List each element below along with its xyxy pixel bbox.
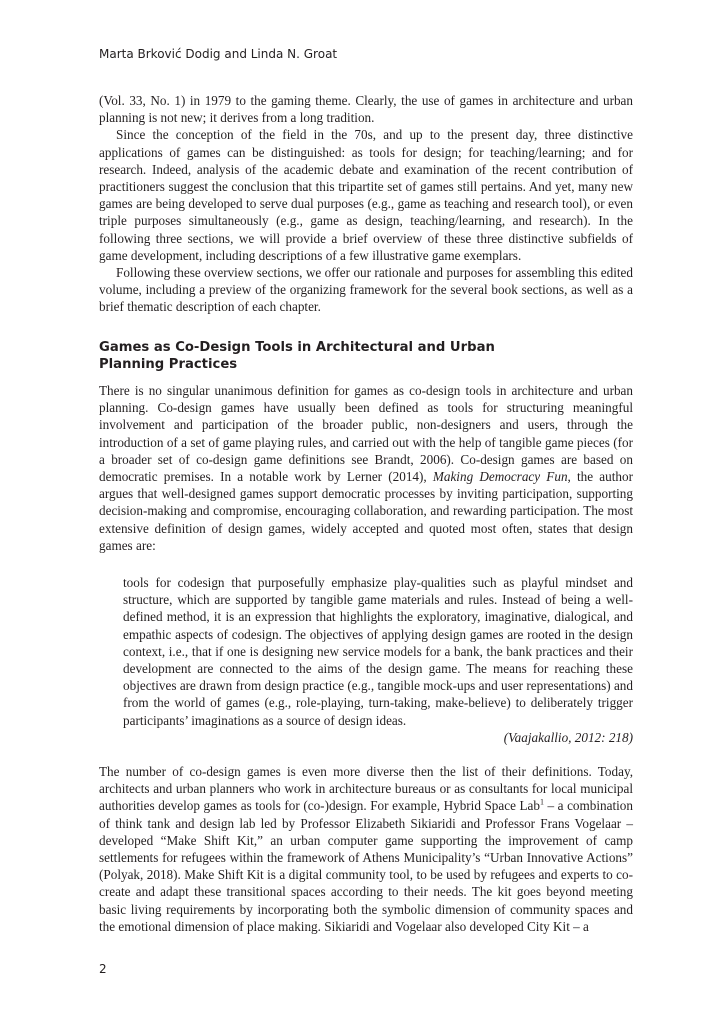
text-run: The number of co-design games is even more diverse then the list of their definitions. Today, architects and urban planners who work in architecture bureaus or as consultants for local municipal authorities develop games as tools for (co-)design. For example, Hybrid Space Lab xyxy=(99,764,633,814)
footnote-marker: 1 xyxy=(540,798,545,808)
page-number: 2 xyxy=(99,962,107,976)
paragraph xyxy=(99,382,633,554)
paragraph xyxy=(99,763,633,935)
section-heading-line: Planning Practices xyxy=(99,357,238,372)
paragraph: Since the conception of the field in the 70s, and up to the present day, three distinctive applications of games can be distinguished: as tools for design; for teaching/learning; and for research. Indeed, analysis of the academic debate and examination of the recent contribution of practitioners suggest the conclusion that this tripartite set of games still pertains. And yet, many new games are being developed to serve dual purposes (e.g., game as teaching and research tool), or even triple purposes simultaneously (e.g., game as design, teaching/learning, and research). In the following three sections, we will provide a brief overview of these three distinctive subfields of game development, including descriptions of a few illustrative game exemplars. xyxy=(99,127,633,263)
running-head: Marta Brković Dodig and Linda N. Groat xyxy=(99,47,338,61)
text-run: , the author argues that well-designed games support democratic processes by inviting participation, supporting decision-making and compromise, encouraging collaboration, and rewarding participation. The most extensive definition of design games, widely accepted and quoted most often, states that design games are: xyxy=(99,469,633,553)
intro-text xyxy=(99,92,633,316)
paragraph: (Vol. 33, No. 1) in 1979 to the gaming theme. Clearly, the use of games in architecture and urban planning is not new; it derives from a long tradition. xyxy=(99,93,633,126)
paragraph: Following these overview sections, we offer our rationale and purposes for assembling this edited volume, including a preview of the organizing framework for the several book sections, as well as a brief thematic description of each chapter. xyxy=(99,265,633,315)
text-run: There is no singular unanimous definition for games as co-design tools in architecture and urban planning. Co-design games have usually been defined as tools for structuring meaningful involvement and participation of the broader public, non-designers and users, through the introduction of a set of game playing rules, and carried out with the help of tangible game pieces (for a broader set of co-design game definitions see Brandt, 2006). Co-design games are based on democratic premises. In a notable work by Lerner (2014), xyxy=(99,383,633,485)
quote-citation: (Vaajakallio, 2012: 218) xyxy=(503,729,633,745)
section-body xyxy=(99,382,633,935)
section-heading xyxy=(99,339,633,373)
section-heading-line: Games as Co-Design Tools in Architectural and Urban xyxy=(99,340,495,355)
text-run: – a combination of think tank and design lab led by Professor Elizabeth Sikiaridi and Professor Frans Vogelaar – developed “Make Shift Kit,” an urban computer game supporting the improvement of camp settlements for refugees within the framework of Athens Municipality’s “Urban Innovative Actions” (Polyak, 2018). Make Shift Kit is a digital community tool, to be used by refugees and experts to co-create and adapt these transitional spaces according to their needs. The kit goes beyond meeting basic living requirements by incorporating both the symbolic dimension of community spaces and the emotional dimension of place making. Sikiaridi and Vogelaar also developed City Kit – a xyxy=(99,798,633,934)
block-quote: tools for codesign that purposefully emphasize play-qualities such as playful mindset and structure, which are supported by tangible game materials and rules. Instead of being a well-defined method, it is an expression that highlights the exploratory, imaginative, dialogical, and empathic aspects of codesign. The objectives of applying design games are rooted in the design context, i.e., that if one is designing new service models for a bank, the bank practices and their development are connected to the aims of the design game. The means for reaching these objectives are drawn from design practice (e.g., tangible mock-ups and user representations) and from the world of games (e.g., role-playing, turn-taking, make-believe) to deliberately trigger participants’ imaginations as a source of design ideas. xyxy=(123,575,633,728)
book-title: Making Democracy Fun xyxy=(432,469,568,485)
